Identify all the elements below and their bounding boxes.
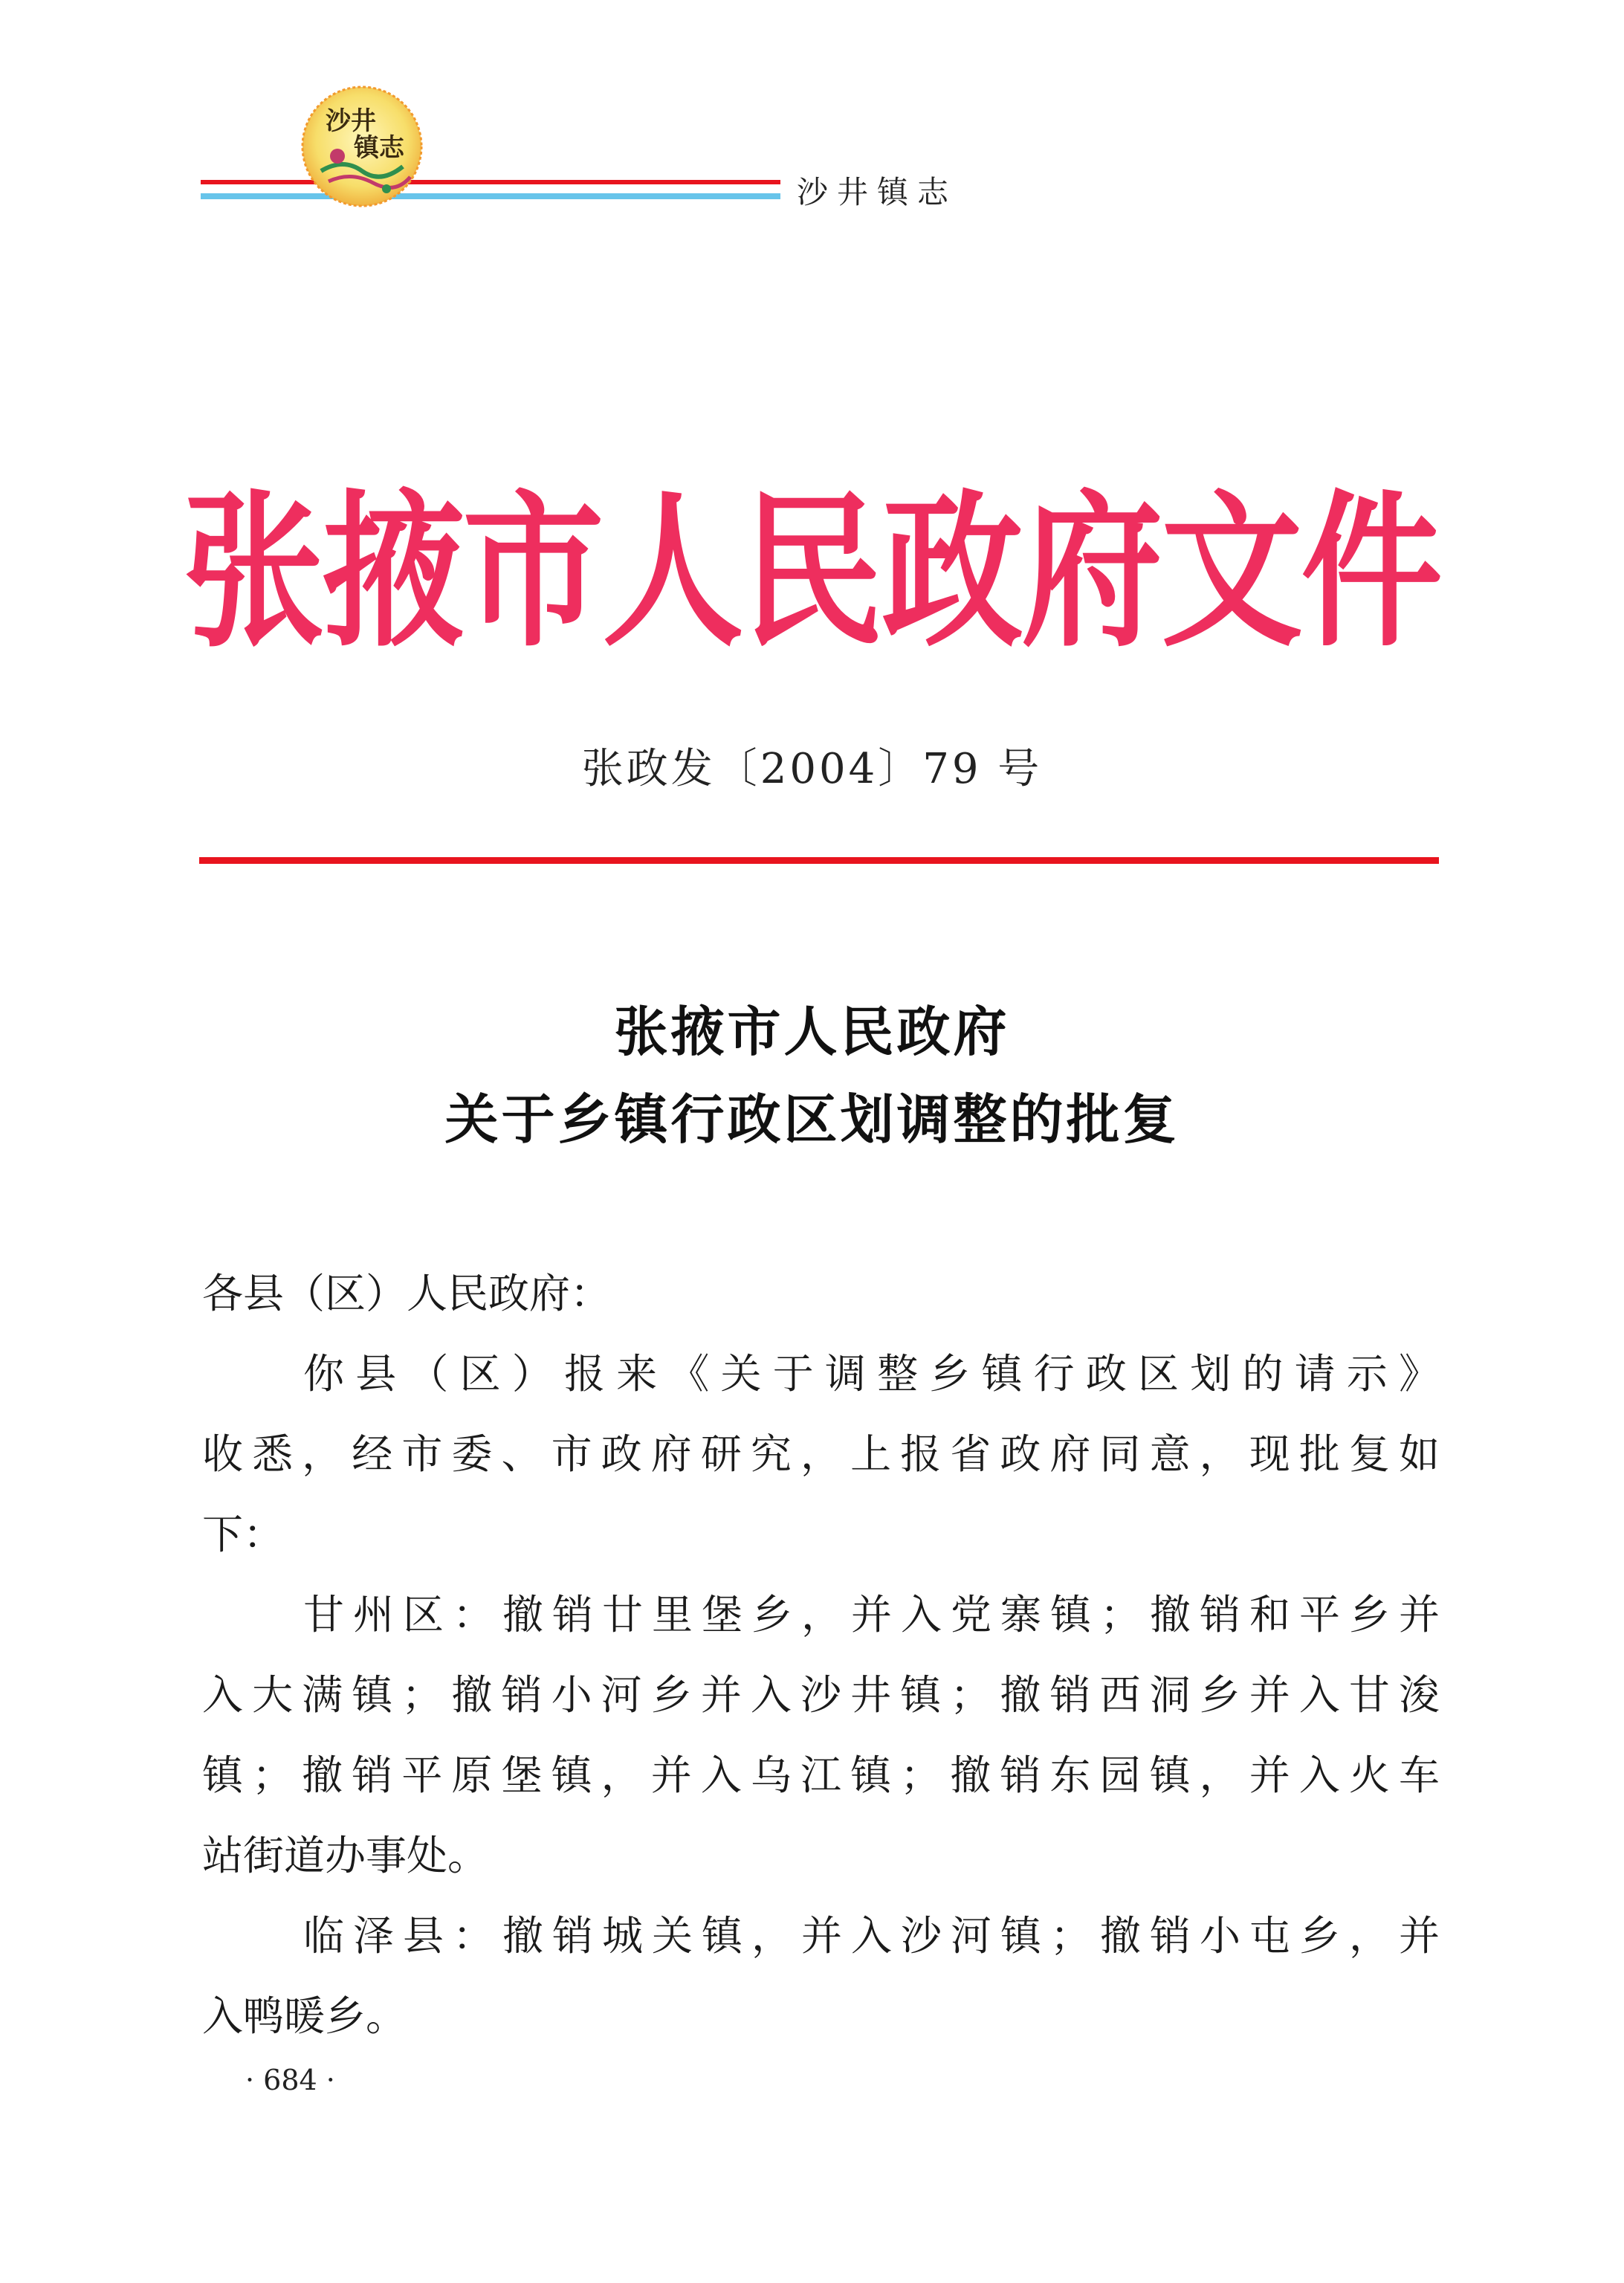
shajing-logo-icon [299, 83, 425, 210]
paragraph-3-line-2: 入鸭暖乡。 [202, 1992, 407, 2040]
document-masthead: 张掖市人民政府文件 [183, 474, 1441, 670]
document-number: 张政发〔2004〕79 号 [581, 745, 1043, 793]
salutation: 各县（区）人民政府： [202, 1270, 612, 1317]
running-header-title: 沙井镇志 [797, 174, 958, 210]
title-line-1: 张掖市人民政府 [614, 1001, 1010, 1063]
page-number: · 684 · [245, 2064, 335, 2096]
svg-text:沙井: 沙井 [326, 106, 376, 136]
paragraph-2-line-2: 入大满镇；撤销小河乡并入沙井镇；撤销西洞乡并入甘浚 [202, 1671, 1440, 1719]
paragraph-1-line-3: 下： [202, 1511, 285, 1558]
title-line-2: 关于乡镇行政区划调整的批复 [444, 1088, 1180, 1151]
header-rule-red [201, 180, 780, 184]
header-rule-blue [201, 193, 780, 199]
red-divider [199, 857, 1439, 864]
paragraph-2-line-1: 甘州区：撤销廿里堡乡，并入党寨镇；撤销和平乡并 [303, 1591, 1440, 1638]
paragraph-1-line-2: 收悉，经市委、市政府研究，上报省政府同意，现批复如 [202, 1430, 1440, 1478]
paragraph-1-line-1: 你县（区）报来《关于调整乡镇行政区划的请示》 [303, 1350, 1440, 1398]
paragraph-3-line-1: 临泽县：撤销城关镇，并入沙河镇；撤销小屯乡，并 [303, 1912, 1440, 1960]
svg-text:镇志: 镇志 [354, 133, 404, 163]
paragraph-2-line-4: 站街道办事处。 [202, 1832, 489, 1879]
paragraph-2-line-3: 镇；撤销平原堡镇，并入乌江镇；撤销东园镇，并入火车 [202, 1751, 1440, 1799]
